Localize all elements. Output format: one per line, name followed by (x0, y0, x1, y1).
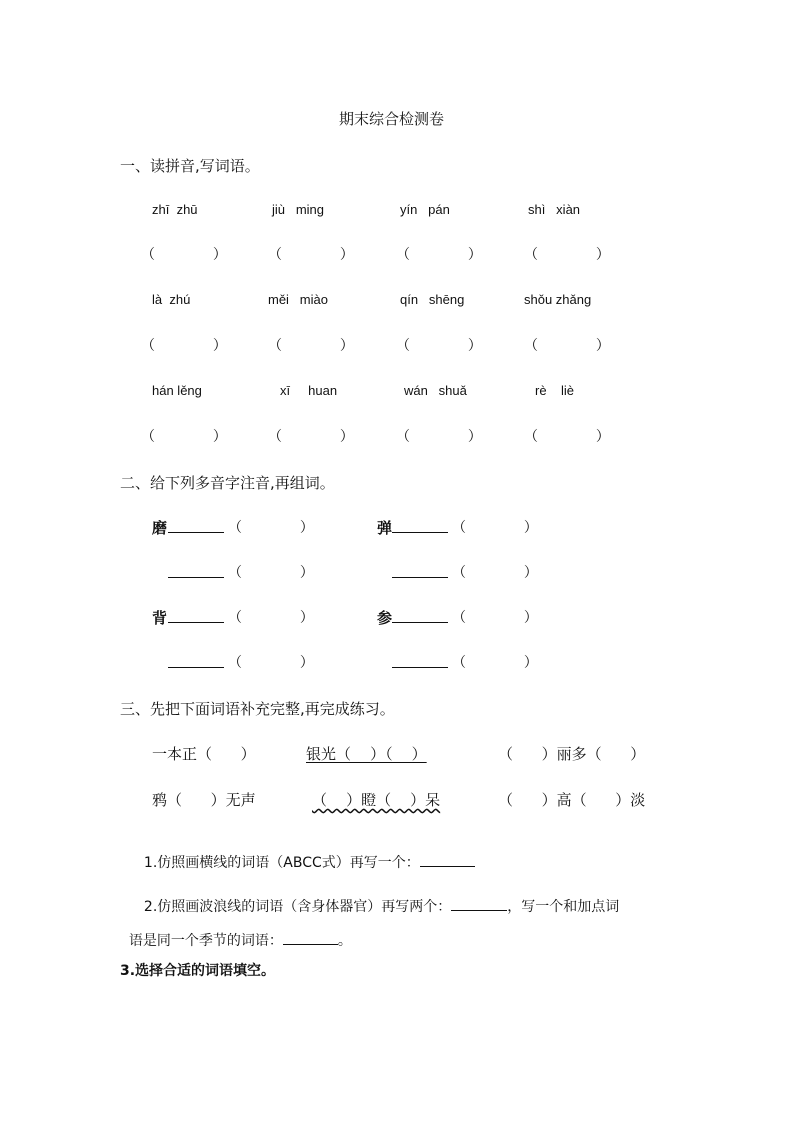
answer-paren[interactable]: （ ） (396, 338, 482, 354)
question-1-text: 1.仿照画横线的词语（ABCC式）再写一个： (143, 855, 420, 871)
idiom-fill-underlined[interactable]: 银光（ ）（ ） (306, 745, 427, 763)
answer-blank[interactable] (392, 518, 448, 533)
answer-paren[interactable]: （ ） (452, 520, 538, 536)
answer-blank[interactable] (392, 608, 448, 623)
answer-blank[interactable] (451, 896, 507, 911)
pinyin-2-3: qín shēng (400, 292, 465, 307)
question-2-text-c: 语是同一个季节的词语： (128, 933, 283, 949)
answer-paren[interactable]: （ ） (524, 338, 610, 354)
question-2-text: 2.仿照画波浪线的词语（含身体器官）再写两个： (143, 899, 452, 915)
answer-paren[interactable]: （ ） (228, 565, 314, 581)
section3-heading: 三、先把下面词语补充完整,再完成练习。 (120, 700, 395, 718)
pinyin-3-3: wán shuǎ (404, 383, 467, 398)
pinyin-2-4: shǒu zhǎng (524, 292, 592, 307)
idiom-fill[interactable]: （ ）高（ ）淡 (498, 791, 646, 809)
question-2-end: 。 (337, 933, 352, 949)
pinyin-1-4: shì xiàn (528, 202, 581, 217)
idiom-fill[interactable]: （ ）丽多（ ） (498, 745, 646, 763)
pinyin-3-4: rè liè (535, 383, 575, 398)
answer-paren[interactable]: （ ） (228, 655, 314, 671)
pinyin-1-1: zhī zhū (152, 202, 198, 217)
answer-paren[interactable]: （ ） (524, 429, 610, 445)
polyphone-char: 弹 (377, 519, 393, 537)
answer-paren[interactable]: （ ） (141, 338, 227, 354)
idiom-fill[interactable]: 一本正（ ） (152, 745, 256, 763)
answer-paren[interactable]: （ ） (141, 247, 227, 263)
answer-paren[interactable]: （ ） (452, 565, 538, 581)
polyphone-char: 参 (377, 609, 393, 627)
answer-paren[interactable]: （ ） (452, 655, 538, 671)
question-2-line2 (120, 914, 352, 950)
polyphone-char: 背 (152, 609, 168, 627)
polyphone-char: 磨 (152, 519, 168, 537)
question-2 (135, 880, 619, 916)
answer-blank[interactable] (392, 653, 448, 668)
answer-paren[interactable]: （ ） (141, 429, 227, 445)
idiom-fill-wavy[interactable]: （ ）瞪（ ）呆 (312, 791, 441, 809)
section2-heading: 二、给下列多音字注音,再组词。 (120, 474, 335, 492)
question-3: 3.选择合适的词语填空。 (120, 963, 276, 979)
answer-paren[interactable]: （ ） (268, 338, 354, 354)
question-2-text-b: ，写一个和加点词 (507, 899, 620, 915)
answer-paren[interactable]: （ ） (524, 247, 610, 263)
question-1 (135, 836, 475, 872)
answer-paren[interactable]: （ ） (268, 247, 354, 263)
pinyin-1-2: jiù ming (272, 202, 325, 217)
answer-paren[interactable]: （ ） (268, 429, 354, 445)
answer-blank[interactable] (168, 518, 224, 533)
pinyin-2-2: měi miào (268, 292, 328, 307)
section1-heading: 一、读拼音,写词语。 (120, 157, 260, 175)
pinyin-1-3: yín pán (400, 202, 450, 217)
answer-paren[interactable]: （ ） (396, 247, 482, 263)
answer-blank[interactable] (168, 608, 224, 623)
answer-paren[interactable]: （ ） (228, 610, 314, 626)
answer-blank[interactable] (420, 852, 475, 867)
answer-paren[interactable]: （ ） (228, 520, 314, 536)
answer-blank[interactable] (392, 563, 448, 578)
answer-paren[interactable]: （ ） (452, 610, 538, 626)
answer-blank[interactable] (168, 653, 224, 668)
pinyin-3-2: xī huan (280, 383, 338, 398)
answer-blank[interactable] (283, 930, 338, 945)
answer-blank[interactable] (168, 563, 224, 578)
idiom-fill[interactable]: 鸦（ ）无声 (152, 791, 256, 809)
answer-paren[interactable]: （ ） (396, 429, 482, 445)
pinyin-3-1: hán lěng (152, 383, 202, 398)
page-title: 期末综合检测卷 (339, 110, 445, 128)
pinyin-2-1: là zhú (152, 292, 191, 307)
